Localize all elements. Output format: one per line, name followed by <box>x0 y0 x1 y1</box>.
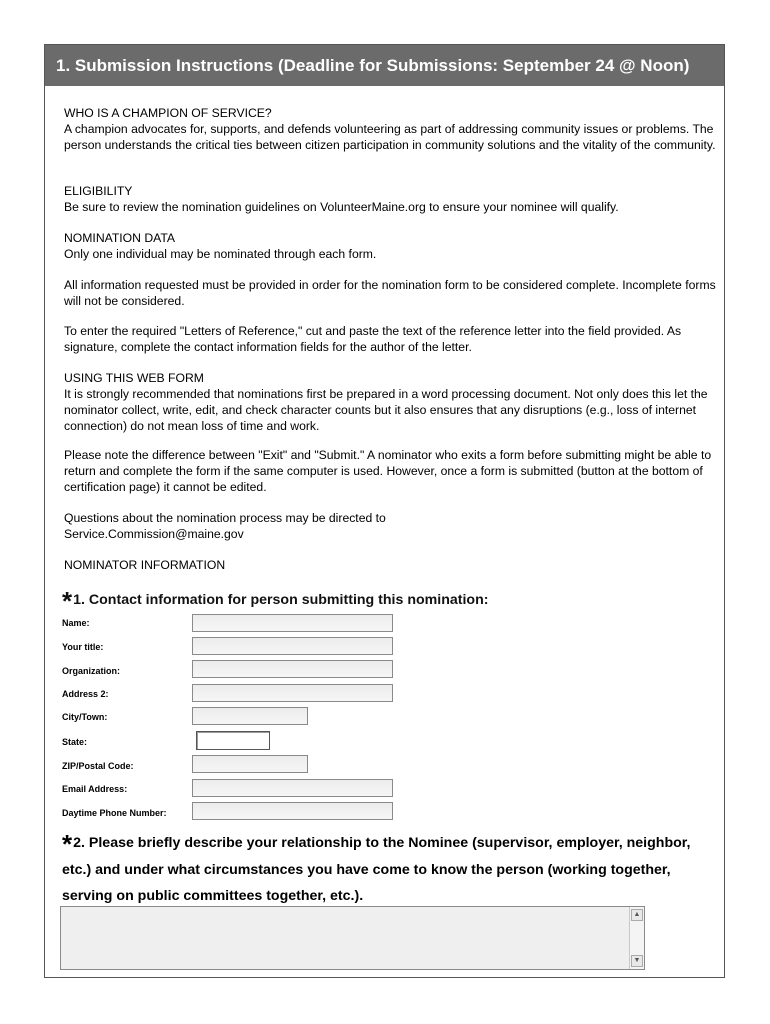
organization-label: Organization: <box>62 666 120 676</box>
question-1-heading <box>62 586 489 617</box>
questions-text: Questions about the nomination process may be directed to <box>64 511 386 525</box>
name-input[interactable] <box>192 614 393 632</box>
zip-label: ZIP/Postal Code: <box>62 761 134 771</box>
nomination-block <box>64 230 724 262</box>
exit-text: Please note the difference between "Exit" and "Submit." A nominator who exits a form before submitting might be able to return and complete the form if the same computer is used. However, once a form is submitted (button at the bottom of certification page) it cannot be edited. <box>64 448 712 494</box>
question-2-title: 2. Please briefly describe your relationship to the Nominee (supervisor, employer, neighbor, etc.) and under what circumstances you have come to know the person (working together, serving on public committees together, etc.). <box>62 835 691 904</box>
question-1-title: 1. Contact information for person submitting this nomination: <box>73 592 489 608</box>
webform-text: It is strongly recommended that nominations first be prepared in a word processing document. Not only does this let the nominator collect, write, edit, and check character counts but it also ensures that any disruptions (e.g., loss of internet connection) do not mean loss of time and work. <box>64 387 708 433</box>
exit-block <box>64 447 724 495</box>
name-label: Name: <box>62 618 90 628</box>
phone-input[interactable] <box>192 802 393 820</box>
required-star-icon: * <box>62 829 73 859</box>
nominator-block <box>64 557 724 573</box>
questions-block <box>64 510 724 542</box>
state-input[interactable] <box>196 731 270 750</box>
nominator-heading: NOMINATOR INFORMATION <box>64 558 226 572</box>
instructions <box>64 105 724 153</box>
city-input[interactable] <box>192 707 308 725</box>
email-label: Email Address: <box>62 784 128 794</box>
zip-input[interactable] <box>192 755 308 773</box>
city-label: City/Town: <box>62 712 108 722</box>
section-header: 1. Submission Instructions (Deadline for Submissions: September 24 @ Noon) <box>45 45 724 86</box>
arrow-down-icon[interactable]: ▼ <box>631 955 643 967</box>
complete-block <box>64 277 724 309</box>
eligibility-text: Be sure to review the nomination guidelines on VolunteerMaine.org to ensure your nominee will qualify. <box>64 200 619 214</box>
nomination-heading: NOMINATION DATA <box>64 231 176 245</box>
required-star-icon: * <box>62 586 73 616</box>
champion-heading: WHO IS A CHAMPION OF SERVICE? <box>64 106 272 120</box>
eligibility-heading: ELIGIBILITY <box>64 184 133 198</box>
letters-text: To enter the required "Letters of Reference," cut and paste the text of the reference letter into the field provided. As signature, complete the contact information fields for the author of the letter. <box>64 324 682 354</box>
title-label: Your title: <box>62 642 104 652</box>
textarea-scrollbar[interactable] <box>629 907 644 969</box>
webform-block <box>64 370 724 434</box>
nomination-text: Only one individual may be nominated through each form. <box>64 247 377 261</box>
email-input[interactable] <box>192 779 393 797</box>
title-input[interactable] <box>192 637 393 655</box>
questions-email: Service.Commission@maine.gov <box>64 527 244 541</box>
phone-label: Daytime Phone Number: <box>62 808 167 818</box>
address2-input[interactable] <box>192 684 393 702</box>
complete-text: All information requested must be provided in order for the nomination form to be considered complete. Incomplete forms will not be considered. <box>64 278 716 308</box>
state-label: State: <box>62 737 88 747</box>
organization-input[interactable] <box>192 660 393 678</box>
relationship-textarea[interactable] <box>60 906 645 970</box>
champion-text: A champion advocates for, supports, and defends volunteering as part of addressing community issues or problems. The person understands the critical ties between citizen participation in community solutions and the vitality of the community. <box>64 122 716 152</box>
letters-block <box>64 323 724 355</box>
webform-heading: USING THIS WEB FORM <box>64 371 204 385</box>
arrow-up-icon[interactable]: ▲ <box>631 909 643 921</box>
address2-label: Address 2: <box>62 689 109 699</box>
question-2-heading <box>62 830 712 909</box>
eligibility-block <box>64 183 724 215</box>
